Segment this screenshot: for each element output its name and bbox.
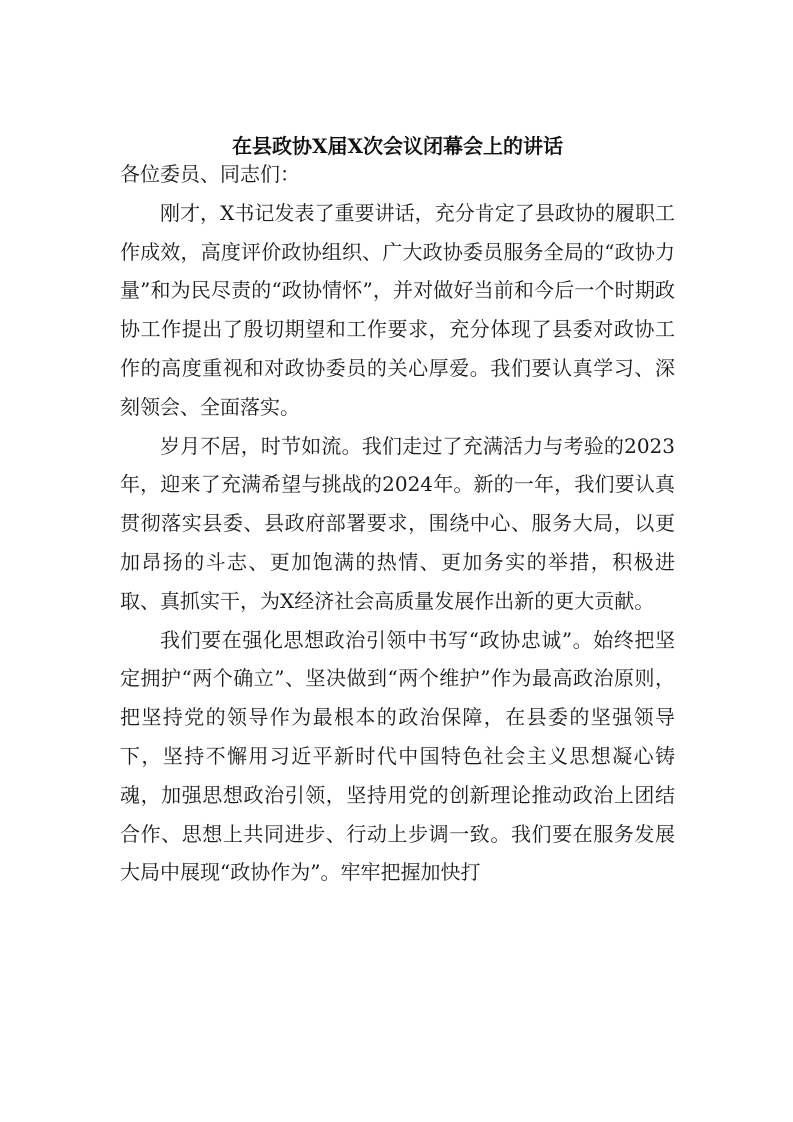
document-title: 在县政协X届X次会议闭幕会上的讲话 (231, 134, 564, 158)
document-body (120, 155, 675, 892)
salutation: 各位委员、同志们： (120, 162, 300, 186)
paragraph-1: 刚才，X书记发表了重要讲话，充分肯定了县政协的履职工作成效，高度评价政协组织、广大政协委员服务全局的“政协力量”和为民尽责的“政协情怀”，并对做好当前和今后一个时期政协工作提出了殷切期望和工作要求，充分体现了县委对政协工作的高度重视和对政协委员的关心厚爱。我们要认真学习、深刻领会、全面落实。 (120, 200, 675, 419)
paragraph-3: 我们要在强化思想政治引领中书写“政协忠诚”。始终把坚定拥护“两个确立”、坚决做到“两个维护”作为最高政治原则，把坚持党的领导作为最根本的政治保障，在县委的坚强领导下，坚持不懈用习近平新时代中国特色社会主义思想凝心铸魂，加强思想政治引领，坚持用党的创新理论推动政治上团结合作、思想上共同进步、行动上步调一致。我们要在服务发展大局中展现“政协作为”。牢牢把握加快打 (120, 627, 675, 885)
paragraph-2: 岁月不居，时节如流。我们走过了充满活力与考验的2023年，迎来了充满希望与挑战的2024年。新的一年，我们要认真贯彻落实县委、县政府部署要求，围绕中心、服务大局，以更加昂扬的斗志、更加饱满的热情、更加务实的举措，积极进取、真抓实干，为X经济社会高质量发展作出新的更大贡献。 (120, 433, 675, 613)
